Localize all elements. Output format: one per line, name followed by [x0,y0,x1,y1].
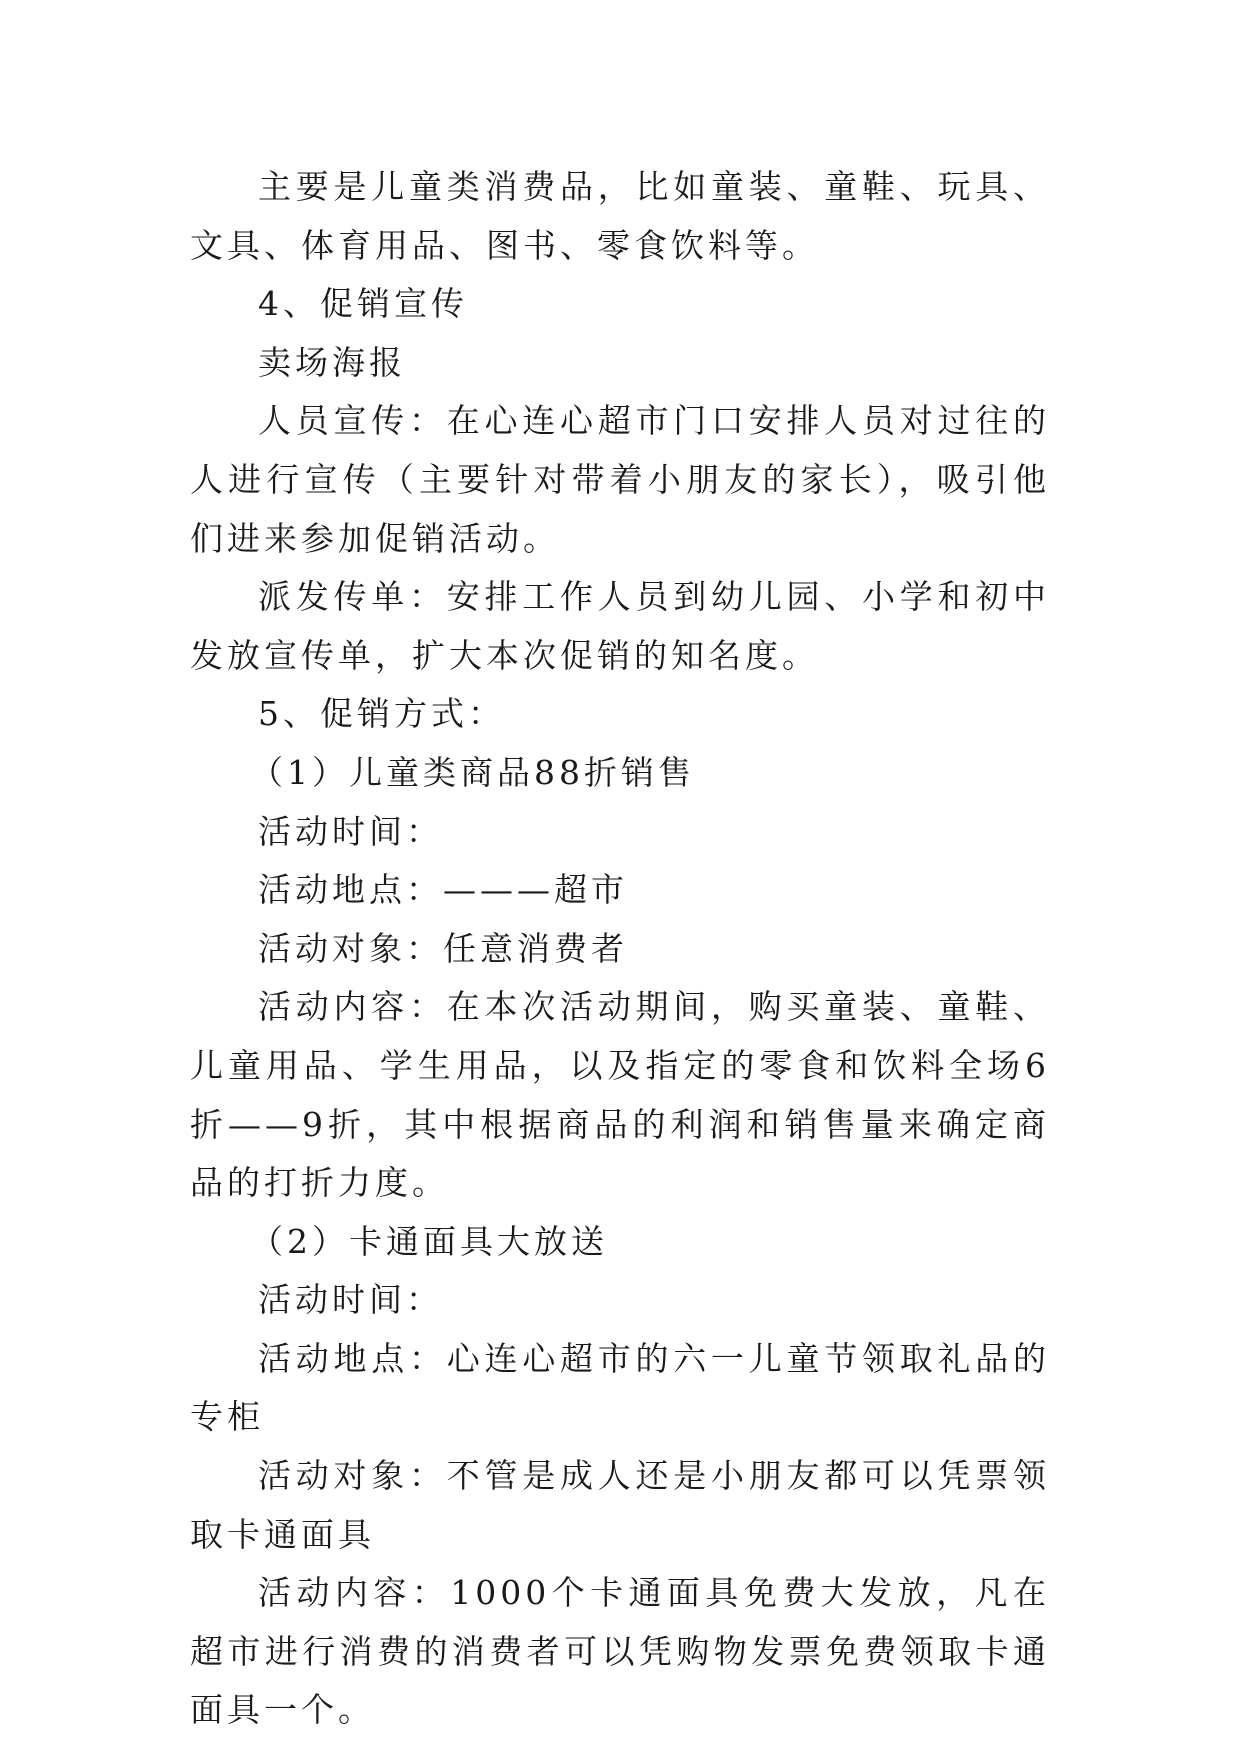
paragraph-activity-time-2: 活动时间： [258,1280,443,1320]
paragraph-activity-location-1: 活动地点：———超市 [258,870,628,910]
section-heading-promotion-publicity: 4、促销宣传 [258,284,468,324]
sub-heading-cartoon-mask-giveaway: （2）卡通面具大放送 [250,1221,608,1261]
paragraph-leaflet-distribution: 派发传单：安排工作人员到幼儿园、小学和初中发放宣传单，扩大本次促销的知名度。 [190,577,1050,675]
paragraph-activity-content-2: 活动内容：1000个卡通面具免费大发放，凡在超市进行消费的消费者可以凭购物发票免费领取卡通面具一个。 [190,1573,1050,1730]
paragraph-activity-target-1: 活动对象：任意消费者 [258,928,628,968]
document-body [190,158,1050,1740]
paragraph-activity-location-2: 活动地点：心连心超市的六一儿童节领取礼品的专柜 [190,1338,1050,1437]
paragraph-store-posters: 卖场海报 [258,342,406,382]
paragraph-activity-content-1: 活动内容：在本次活动期间，购买童装、童鞋、儿童用品、学生用品，以及指定的零食和饮料全场6折——9折，其中根据商品的利润和销售量来确定商品的打折力度。 [190,987,1050,1203]
paragraph-activity-time-1: 活动时间： [258,811,443,851]
paragraph-product-scope: 主要是儿童类消费品，比如童装、童鞋、玩具、文具、体育用品、图书、零食饮料等。 [190,167,1050,265]
paragraph-staff-publicity: 人员宣传：在心连心超市门口安排人员对过往的人进行宣传（主要针对带着小朋友的家长），吸引他们进来参加促销活动。 [190,401,1050,558]
sub-heading-discount-sale: （1）儿童类商品88折销售 [250,752,695,792]
section-heading-promotion-methods: 5、促销方式： [258,694,505,734]
paragraph-activity-target-2: 活动对象：不管是成人还是小朋友都可以凭票领取卡通面具 [190,1456,1050,1554]
